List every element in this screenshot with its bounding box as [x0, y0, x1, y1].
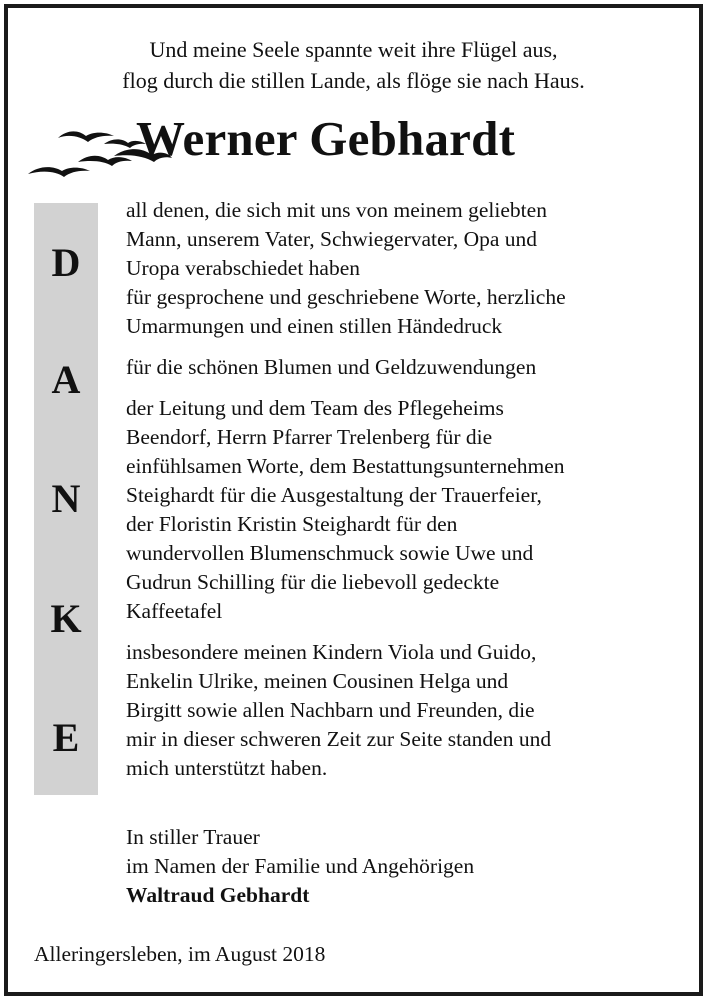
thanks-paragraph — [126, 638, 696, 783]
danke-letter: K — [50, 596, 82, 641]
motto-line: Und meine Seele spannte weit ihre Flügel aus, — [149, 37, 558, 62]
text-line: all denen, die sich mit uns von meinem geliebten — [126, 198, 547, 222]
text-line: Umarmungen und einen stillen Händedruck — [126, 314, 503, 338]
closing-line: im Namen der Familie und Angehörigen — [126, 854, 475, 878]
text-line: einfühlsamen Worte, dem Bestattungsunternehmen — [126, 454, 565, 478]
text-line: für die schönen Blumen und Geldzuwendungen — [126, 355, 537, 379]
text-line: insbesondere meinen Kindern Viola und Guido, — [126, 640, 537, 664]
text-line: wundervollen Blumenschmuck sowie Uwe und — [126, 541, 534, 565]
text-line: Mann, unserem Vater, Schwiegervater, Opa und — [126, 227, 538, 251]
text-line: der Leitung und dem Team des Pflegeheims — [126, 396, 504, 420]
closing-line: In stiller Trauer — [126, 825, 260, 849]
text-line: Uropa verabschiedet haben — [126, 256, 361, 280]
text-line: Birgitt sowie allen Nachbarn und Freunden, die — [126, 698, 535, 722]
danke-letter: N — [51, 476, 81, 521]
thanks-paragraph — [126, 353, 696, 382]
danke-letter: D — [51, 240, 81, 285]
danke-bar — [34, 203, 98, 795]
motto-line: flog durch die stillen Lande, als flöge sie nach Haus. — [122, 68, 585, 93]
signer-name: Waltraud Gebhardt — [126, 883, 310, 907]
text-line: für gesprochene und geschriebene Worte, herzliche — [126, 285, 566, 309]
text-line: Kaffeetafel — [126, 599, 223, 623]
text-line: Steighardt für die Ausgestaltung der Trauerfeier, — [126, 483, 542, 507]
thanks-paragraph — [126, 196, 696, 283]
text-line: mich unterstützt haben. — [126, 756, 328, 780]
text-line: mir in dieser schweren Zeit zur Seite standen und — [126, 727, 552, 751]
text-line: Enkelin Ulrike, meinen Cousinen Helga und — [126, 669, 509, 693]
danke-letter: E — [52, 715, 80, 760]
text-line: Gudrun Schilling für die liebevoll gedeckte — [126, 570, 500, 594]
place-date: Alleringersleben, im August 2018 — [34, 942, 326, 966]
deceased-name: Werner Gebhardt — [136, 111, 516, 166]
closing-block — [126, 823, 474, 910]
thanks-text — [126, 196, 696, 783]
motto — [8, 34, 699, 96]
thanks-paragraph — [126, 283, 696, 341]
text-line: Beendorf, Herrn Pfarrer Trelenberg für die — [126, 425, 493, 449]
danke-letter: A — [51, 357, 81, 402]
obituary-frame — [4, 4, 703, 996]
text-line: der Floristin Kristin Steighardt für den — [126, 512, 458, 536]
thanks-paragraph — [126, 394, 696, 626]
